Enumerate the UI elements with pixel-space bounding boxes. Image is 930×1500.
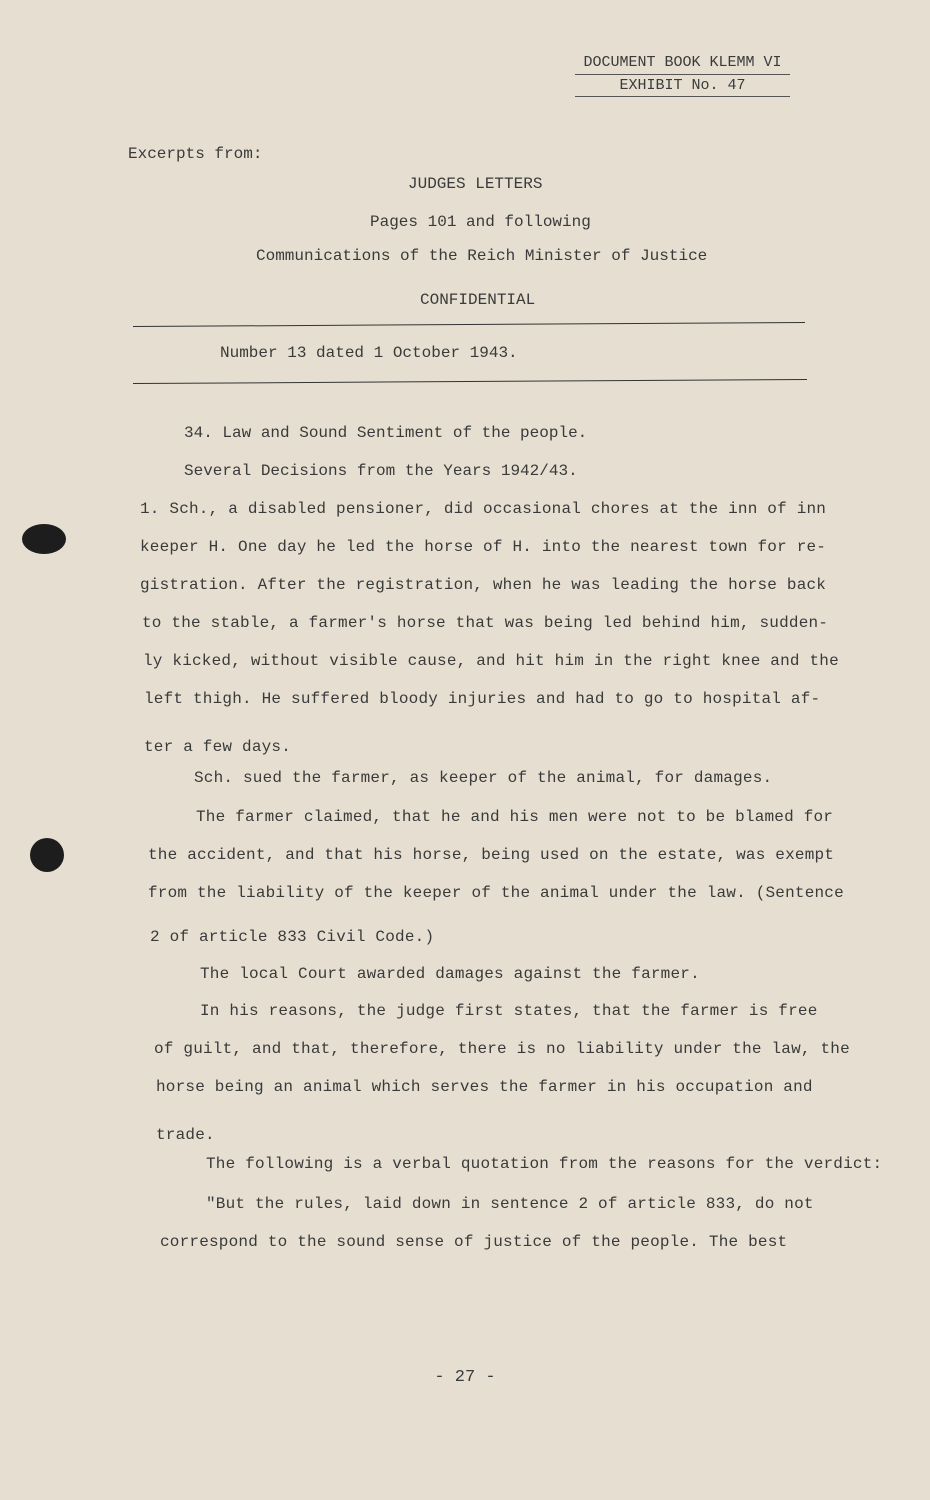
body-line: Sch. sued the farmer, as keeper of the animal, for damages.: [194, 769, 773, 787]
body-line: to the stable, a farmer's horse that was being led behind him, sudden-: [142, 614, 829, 632]
confidential-label: CONFIDENTIAL: [420, 291, 536, 309]
pages-reference: Pages 101 and following: [370, 213, 591, 231]
body-line: gistration. After the registration, when he was leading the horse back: [140, 576, 827, 594]
document-book-label: DOCUMENT BOOK KLEMM VI: [575, 52, 790, 75]
body-line: "But the rules, laid down in sentence 2 of article 833, do not: [206, 1195, 814, 1213]
body-line: of guilt, and that, therefore, there is no liability under the law, the: [154, 1040, 850, 1058]
body-line: ter a few days.: [144, 738, 292, 756]
page-number: - 27 -: [434, 1368, 496, 1387]
section-heading: 34. Law and Sound Sentiment of the people.: [184, 424, 588, 442]
body-line: The farmer claimed, that he and his men were not to be blamed for: [196, 808, 834, 826]
body-line: ly kicked, without visible cause, and hit him in the right knee and the: [143, 652, 839, 670]
excerpts-label: Excerpts from:: [128, 145, 263, 163]
divider-bottom: [133, 379, 807, 384]
ink-blot: [30, 838, 64, 872]
body-line: trade.: [156, 1126, 215, 1144]
exhibit-number: EXHIBIT No. 47: [575, 75, 790, 97]
body-line: correspond to the sound sense of justice of the people. The best: [160, 1233, 788, 1251]
communications-line: Communications of the Reich Minister of Justice: [256, 247, 708, 265]
body-line: 2 of article 833 Civil Code.): [150, 928, 435, 946]
body-line: 1. Sch., a disabled pensioner, did occasional chores at the inn of inn: [140, 500, 827, 518]
source-title: JUDGES LETTERS: [408, 175, 543, 193]
divider-top: [133, 322, 805, 327]
body-line: In his reasons, the judge first states, that the farmer is free: [200, 1002, 818, 1020]
body-line: from the liability of the keeper of the animal under the law. (Sentence: [148, 884, 844, 902]
body-line: The following is a verbal quotation from the reasons for the verdict:: [206, 1155, 883, 1173]
body-line: horse being an animal which serves the farmer in his occupation and: [156, 1078, 813, 1096]
ink-blot: [22, 524, 66, 554]
body-line: The local Court awarded damages against the farmer.: [200, 965, 700, 983]
body-line: left thigh. He suffered bloody injuries and had to go to hospital af-: [144, 690, 821, 708]
body-line: keeper H. One day he led the horse of H. into the nearest town for re-: [140, 538, 827, 556]
issue-number: Number 13 dated 1 October 1943.: [220, 344, 518, 362]
section-subheading: Several Decisions from the Years 1942/43.: [184, 462, 578, 480]
exhibit-header: [575, 52, 790, 97]
body-line: the accident, and that his horse, being used on the estate, was exempt: [148, 846, 835, 864]
